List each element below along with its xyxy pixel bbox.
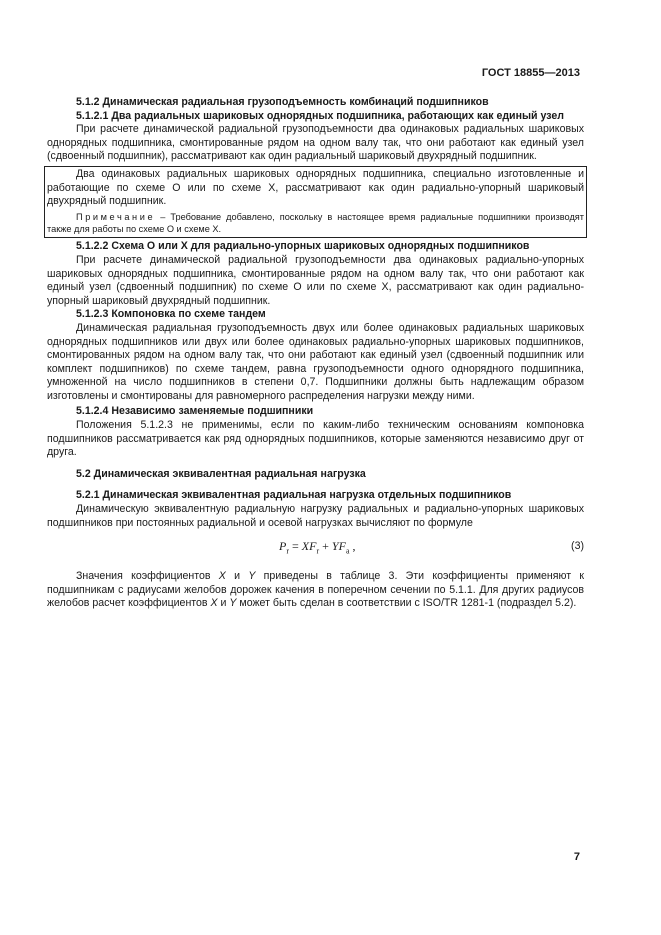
page-number: 7 [573,851,580,863]
formula-3 [279,540,359,558]
paragraph-5-1-2-2: При расчете динамической радиальной грузоподъемности два одинаковых радиально-упорных шариковых однорядных подшипника, смонтированные рядом на одном валу так, что они работают как единый узел (сдвоенный подшипник) по схеме О или по схеме X, рассматривают как один радиально-упорный шариковый двухрядный подшипник. [47,253,584,307]
note-text: – Требование добавлено, поскольку в настоящее время радиальные подшипники производят также для работы по схеме О и схеме X. [47,211,584,234]
paragraph-coefficients [47,570,584,611]
amendment-paragraph: Два одинаковых радиальных шариковых однорядных подшипника, специально изготовленные и работающие по схеме О или по схеме X, рассматривают как один радиально-упорный шариковый двухрядный подшипник. [47,167,584,208]
section-heading-5-1-2-1: 5.1.2.1 Два радиальных шариковых однорядных подшипника, работающих как единый узел [76,109,564,122]
coef-text-c: приведены в таблице 3. Эти коэффициенты применяют к подшипникам с радиусами желобов дорожек качения в поперечном сечении по 5.1.1. Для других радиусов желобов расчет коэффициентов [47,570,584,610]
coef-text-a: Значения коэффициентов [76,570,219,583]
coef-text-e: может быть сделан в соответствии с ISO/TR 1281-1 (подраздел 5.2). [236,597,577,610]
document-id: ГОСТ 18855—2013 [481,67,580,79]
coef-y: Y [248,570,256,583]
section-heading-5-1-2-2: 5.1.2.2 Схема О или X для радиально-упорных шариковых однорядных подшипников [76,240,530,253]
formula-term-2-sub: a [345,546,350,556]
formula-term-1: XF [301,539,317,554]
formula-eq: = [292,539,299,554]
document-body [47,96,584,611]
coef-y-2: Y [229,597,237,610]
formula-tail: , [352,539,356,554]
formula-term-1-sub: r [316,546,320,556]
paragraph-5-1-2-1: При расчете динамической радиальной грузоподъемности два одинаковых радиальных шариковых однорядных подшипника, смонтированные рядом на одном валу так, что они работают как единый узел (сдвоенный подшипник), рассматривают как один радиальный шариковый двухрядный подшипник. [47,123,584,163]
section-heading-5-1-2-4: 5.1.2.4 Независимо заменяемые подшипники [76,405,314,418]
paragraph-5-1-2-4: Положения 5.1.2.3 не применимы, если по каким-либо техническим основаниям компоновка подшипников рассматривается как ряд однорядных подшипников, которые заменяются независимо друг от друга. [47,419,584,459]
coef-text-b: и [225,570,249,583]
section-heading-5-2: 5.2 Динамическая эквивалентная радиальная нагрузка [76,467,366,480]
amendment-note [47,212,584,236]
formula-row [47,536,584,562]
paragraph-5-1-2-3: Динамическая радиальная грузоподъемность двух или более одинаковых радиальных шариковых однорядных подшипников или двух или более одинаковых радиально-упорных шариковых подшипников, смонтированных рядом на одном валу так, что они работают как единый узел (сдвоенный подшипник или комплект подшипников) по схеме тандем, равна грузоподъемности одного однорядного подшипника, умноженной на число подшипников в степени 0,7. Подшипники должны быть надлежащим образом изготовлены и смонтированы для равномерного распределения нагрузки между ними. [47,321,584,402]
formula-number: (3) [571,540,584,553]
amendment-box [44,166,587,238]
coef-x-2: X [210,597,218,610]
coef-text-d: и [217,597,230,610]
formula-lhs-sub: r [286,546,290,556]
section-heading-5-2-1: 5.2.1 Динамическая эквивалентная радиальная нагрузка отдельных подшипников [76,489,512,502]
note-label: Примечание [76,211,156,222]
section-heading-5-1-2-3: 5.1.2.3 Компоновка по схеме тандем [76,308,266,321]
section-heading-5-1-2: 5.1.2 Динамическая радиальная грузоподъемность комбинаций подшипников [76,96,489,108]
coef-x: X [218,570,226,583]
formula-term-2: YF [331,539,346,554]
formula-plus: + [322,539,329,554]
paragraph-5-2-1: Динамическую эквивалентную радиальную нагрузку радиальных и радиально-упорных шариковых подшипников при постоянных радиальной и осевой нагрузках вычисляют по формуле [47,503,584,529]
formula-lhs: P [279,539,287,554]
